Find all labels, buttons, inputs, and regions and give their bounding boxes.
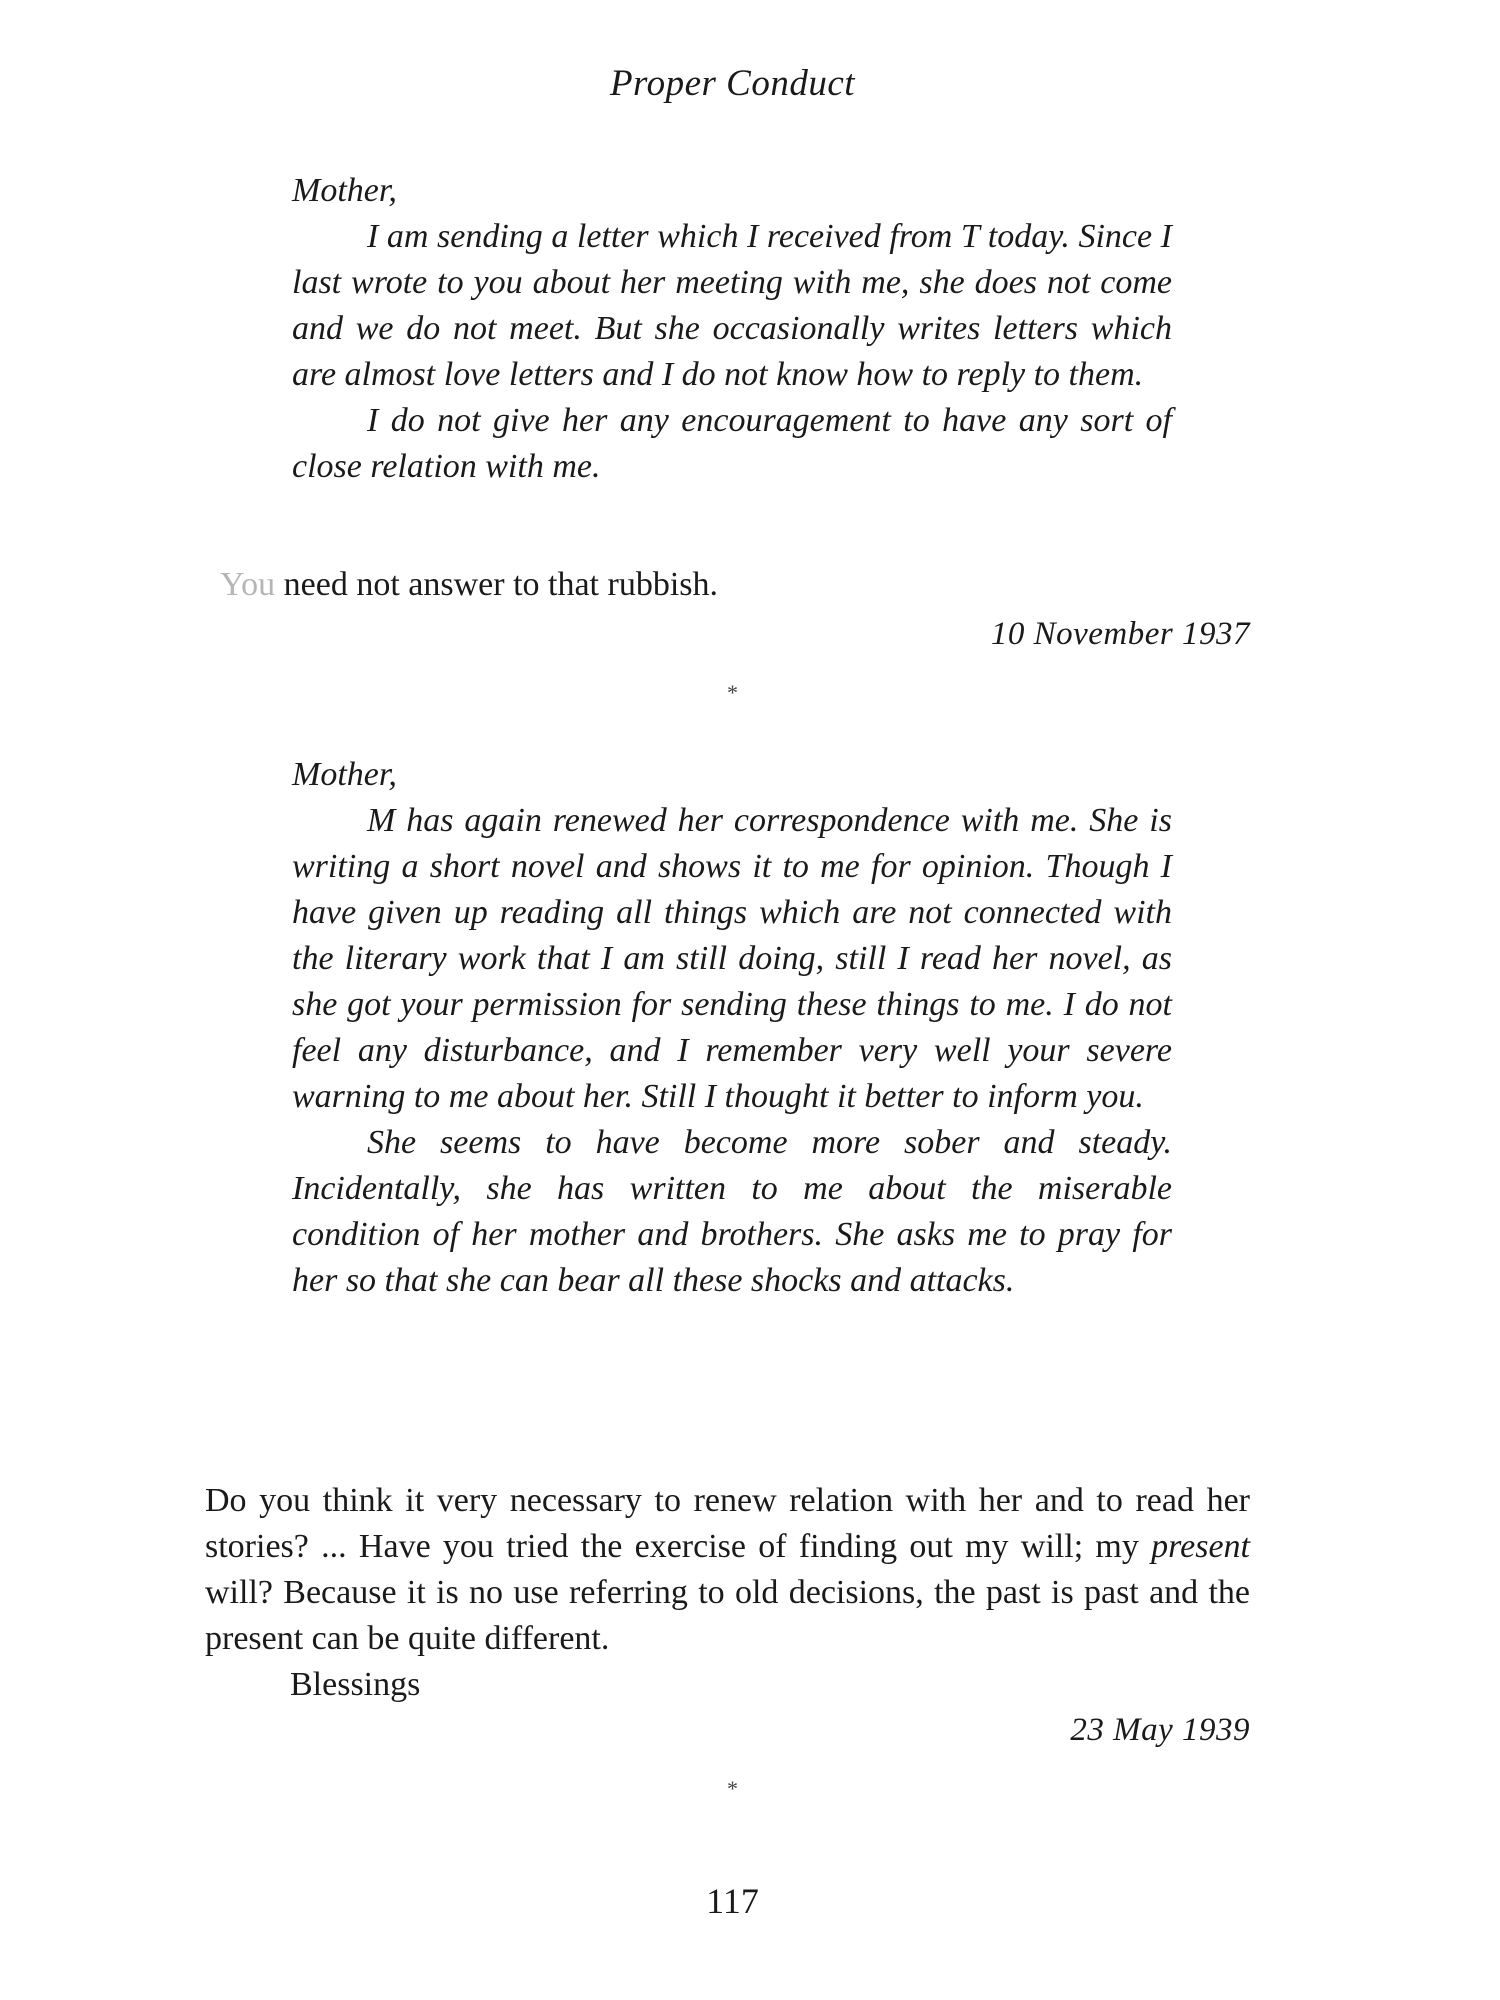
letter-1-paragraph-1: I am sending a letter which I received from T today. Since I last wrote to you about her meeting with me, she does not come and we do not meet. But she occasionally writes letters which are almost love letters and I do not know how to reply to them. (292, 218, 1172, 393)
letter-1-salutation: Mother, (292, 172, 397, 209)
letter-2 (292, 752, 1172, 1304)
letter-1-paragraph-2: I do not give her any encouragement to have any sort of close relation with me. (292, 402, 1172, 485)
reply-2-paragraph (205, 1478, 1250, 1662)
reply-1 (220, 562, 718, 608)
running-head: Proper Conduct (609, 63, 856, 104)
reply-2-text-part-2: will? Because it is no use referring to old decisions, the past is past and the present can be quite different. (205, 1574, 1250, 1657)
reply-2-signoff: Blessings (290, 1666, 421, 1703)
reply-2-emphasis: present (1151, 1528, 1250, 1565)
date-1: 10 November 1937 (990, 616, 1250, 652)
reply-2 (205, 1478, 1250, 1708)
reply-1-first-word: You (220, 566, 276, 603)
page-number: 117 (706, 1881, 759, 1921)
separator-1: * (727, 680, 738, 705)
letter-2-paragraph-1: M has again renewed her correspondence with me. She is writing a short novel and shows it to me for opinion. Though I have given up reading all things which are not connected with the literary work that I am still doing, still I read her novel, as she got your permission for sending these things to me. I do not feel any disturbance, and I remember very well your severe warning to me about her. Still I thought it better to inform you. (292, 802, 1172, 1115)
separator-2: * (727, 1776, 738, 1801)
letter-2-salutation: Mother, (292, 756, 397, 793)
reply-1-text: need not answer to that rubbish. (275, 566, 719, 603)
letter-1 (292, 168, 1172, 490)
letter-2-paragraph-2: She seems to have become more sober and steady. Incidentally, she has written to me about the miserable condition of her mother and brothers. She asks me to pray for her so that she can bear all these shocks and attacks. (292, 1124, 1172, 1299)
date-2: 23 May 1939 (1070, 1712, 1250, 1748)
reply-2-text-part-1: Do you think it very necessary to renew relation with her and to read her stories? ... Have you tried the exercise of finding out my will; my (205, 1482, 1250, 1565)
